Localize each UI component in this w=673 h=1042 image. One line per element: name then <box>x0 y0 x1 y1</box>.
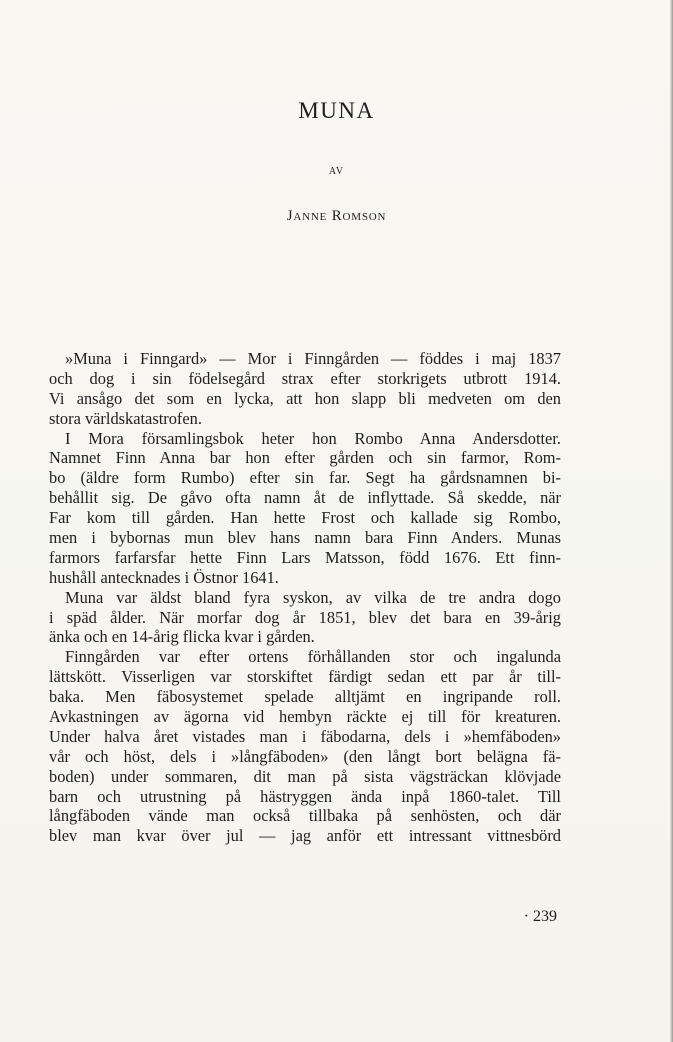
text-line: och dog i sin födelsegård strax efter storkrigets utbrott 1914. <box>49 368 561 388</box>
page-number: · 239 <box>523 908 557 925</box>
text-line: vår och höst, dels i »långfäboden» (den långt bort belägna fä- <box>49 746 561 766</box>
author-name: Janne Romson <box>286 208 387 224</box>
text-line: Far kom till gården. Han hette Frost och kallade sig Rombo, <box>49 508 561 528</box>
text-line: Avkastningen av ägorna vid hembyn räckte ej till för kreaturen. <box>49 707 561 727</box>
text-line: men i bybornas mun blev hans namn bara Finn Anders. Munas <box>49 528 561 548</box>
text-line: »Muna i Finngard» — Mor i Finngården — föddes i maj 1837 <box>65 349 561 368</box>
text-line: barn och utrustning på hästryggen ända inpå 1860-talet. Till <box>49 786 561 806</box>
text-line: behållit sig. De gåvo ofta namn åt de inflyttade. Så skedde, när <box>49 488 561 508</box>
text-line: långfäboden vände man också tillbaka på senhösten, och där <box>49 806 561 826</box>
article-title: MUNA <box>298 98 375 123</box>
text-line: Namnet Finn Anna bar hon efter gården och sin farmor, Rom- <box>49 448 561 468</box>
text-line: änka och en 14-årig flicka kvar i gården. <box>49 627 315 647</box>
text-line: hushåll antecknades i Östnor 1641. <box>49 567 279 587</box>
text-line: lättskött. Visserligen var storskiftet färdigt sedan ett par år till- <box>49 667 561 687</box>
byline: AV <box>328 166 345 177</box>
article-body <box>49 349 561 846</box>
text-line: i späd ålder. När morfar dog år 1851, blev det bara en 39-årig <box>49 607 561 627</box>
text-line: blev man kvar över jul — jag anför ett intressant vittnesbörd <box>49 826 561 846</box>
text-line: farmors farfarsfar hette Finn Lars Matsson, född 1676. Ett finn- <box>49 547 561 567</box>
text-line: Finngården var efter ortens förhållanden stor och ingalunda <box>65 647 561 667</box>
text-line: boden) under sommaren, dit man på sista vägsträckan klövjade <box>49 766 561 786</box>
text-line: Under halva året vistades man i fäbodarna, dels i »hemfäboden» <box>49 726 561 746</box>
text-line: Muna var äldst bland fyra syskon, av vilka de tre andra dogo <box>65 587 561 607</box>
text-line: stora världskatastrofen. <box>49 408 202 428</box>
text-line: baka. Men fäbosystemet spelade alltjämt en ingripande roll. <box>49 687 561 707</box>
text-line: bo (äldre form Rumbo) efter sin far. Segt ha gårdsnamnen bi- <box>49 468 561 488</box>
text-line: Vi ansågo det som en lycka, att hon slapp bli medveten om den <box>49 388 561 408</box>
text-line: I Mora församlingsbok heter hon Rombo Anna Andersdotter. <box>65 428 561 448</box>
